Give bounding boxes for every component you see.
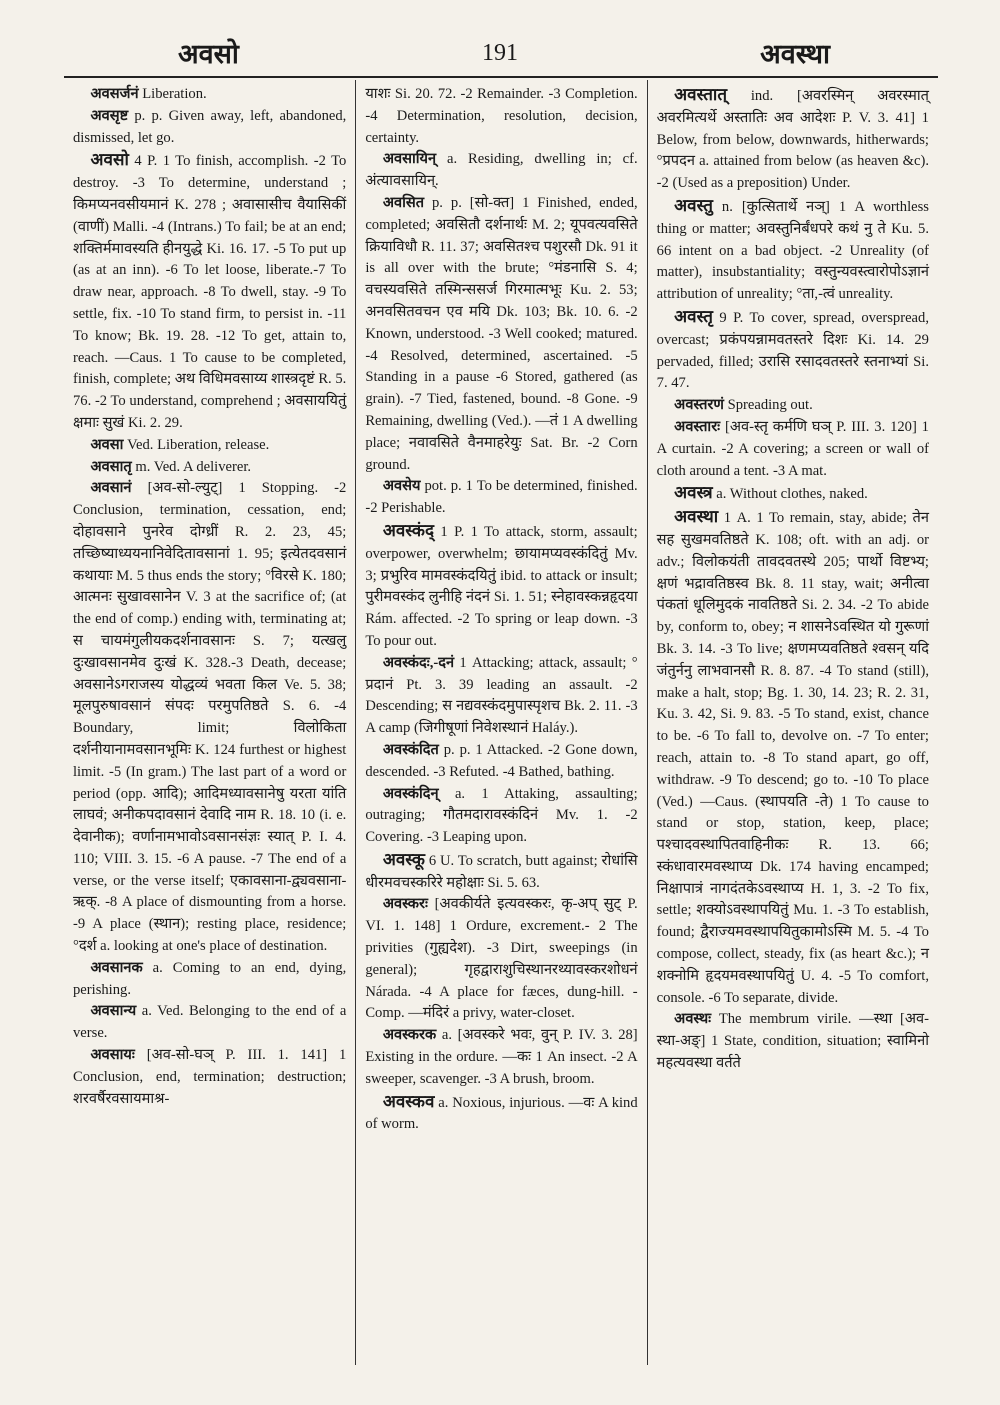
dictionary-entry: अवस्त्र a. Without clothes, naked.: [674, 483, 868, 503]
entry-headword: अवस्त्र: [674, 483, 713, 503]
dictionary-entry: अवस्कव a. Noxious, injurious. —वः A kind of worm.: [365, 1091, 638, 1133]
entry-continuation: याशः Si. 20. 72. -2 Remainder. -3 Completion. -4 Determination, resolution, decision, certainty.: [365, 86, 638, 146]
entry-headword: अवसा: [90, 436, 124, 453]
dictionary-entry: अवस्तारः [अव-स्तृ कर्मणि घञ् P. III. 3. 120] 1 A curtain. -2 A covering; a screen or wall of cloth around a tent. -3 A mat.: [656, 418, 929, 479]
entry-headword: अवसान्य: [90, 1003, 137, 1020]
entry-headword: अवस्कंदः,-दनं: [382, 654, 455, 671]
dictionary-entry: अवसातृ m. Ved. A deliverer.: [90, 458, 252, 475]
entry-headword: अवसो: [90, 150, 129, 170]
entry-headword: अवसित: [382, 194, 425, 211]
dictionary-entry: अवसित p. p. [सो-क्त] 1 Finished, ended, completed; अवसितौ दर्शनार्थः M. 2; यूपवत्यवसिते क्रियाविधौ R. 11. 37; अवसितश्च पशुरसौ Dk. 91 it is all over with the brute; °मंडनासि S. 4; वचस्यवसिते तस्मिन्ससर्ज गिरमात्मभूः Ku. 2. 53; अनवसितवचन एव मयि Dk. 103; Bk. 10. 6. -2 Known, understood. -3 Well cooked; matured. -4 Resolved, determined, ascertained. -5 Standing in a pause -6 Stored, gathered (as grain). -7 Tied, fastened, bound. -8 Gone. -9 Remaining, dwelling (Ved.). —तं 1 A dwelling place; नवावसिते वैनमाहरेयुः Sat. Br. -2 Corn ground.: [365, 194, 638, 473]
dictionary-entry: अवस्तरणं Spreading out.: [674, 397, 813, 414]
column-1: [64, 80, 355, 1365]
dictionary-entry: अवस्तात् ind. [अवरस्मिन् अवरस्मात् अवरमित्यर्थे अस्तातिः अव आदेशः P. V. 3. 41] 1 Below, from below, downwards, hitherwards; °प्रपदन a. attained from below (as heaven &c). -2 (Used as a preposition) Under.: [656, 85, 929, 192]
entry-headword: अवसायिन्: [382, 151, 437, 168]
dictionary-entry: अवस्कंदः,-दनं 1 Attacking; attack, assault; ° प्रदानं Pt. 3. 39 leading an assault. -2 Descending; स नद्यवस्कंदमुपास्पृशच Bk. 2. 11. -3 A camp (जिगीषूणां निवेशस्थानं Haláy.).: [365, 654, 638, 737]
entry-headword: अवसायः: [90, 1047, 135, 1064]
entry-headword: अवस्तृ: [674, 306, 713, 326]
entry-headword: अवस्तरणं: [674, 397, 724, 414]
entry-headword: अवसातृ: [90, 458, 132, 475]
dictionary-entry: अवसो 4 P. 1 To finish, accomplish. -2 To destroy. -3 To determine, understand ; किमप्यनवसीयमानं K. 278 ; अवासासीच वैयासिकीं (वाणीं) Malli. -4 (Intrans.) To fail; be at an end; शक्तिर्ममावस्यति हीनयुद्धे Ki. 16. 17. -5 To put up (as at an inn). -6 To let loose, liberate.-7 To draw near, approach. -8 To dwell, stay. -9 To settle, fix. -10 To stand firm, to persist in. -11 To know; Bk. 19. 28. -12 To get, attain to, reach. —Caus. 1 To cause to be completed, finish, complete; अथ विधिमवसाय्य शास्त्रदृष्टं R. 5. 76. -2 To understand, comprehend ; अवसाययितुं क्षमाः सुखं Ki. 2. 29.: [73, 150, 347, 431]
dictionary-entry: अवस्कंदिन् a. 1 Attaking, assaulting; outraging; गौतमदारावस्कंदिनं Mv. 1. -2 Covering. -3 Leaping upon.: [365, 785, 638, 846]
entry-headword: अवस्कंद्: [382, 520, 434, 540]
left-running-headword: अवसो: [178, 39, 239, 69]
dictionary-entry: अवस्करक a. [अवस्करे भवः, वुन् P. IV. 3. 28] Existing in the ordure. —कः 1 An insect. -2 A sweeper, scavenger. -3 A brush, broom.: [365, 1027, 638, 1087]
dictionary-entry: अवसानक a. Coming to an end, dying, perishing.: [73, 959, 347, 998]
column-2: [355, 80, 646, 1365]
entry-headword: अवस्तारः: [674, 418, 721, 435]
dictionary-entry: अवस्कंदित p. p. 1 Attacked. -2 Gone down, descended. -3 Refuted. -4 Bathed, bathing.: [365, 741, 638, 780]
column-3: [647, 80, 938, 1365]
dictionary-entry: अवसेय pot. p. 1 To be determined, finished. -2 Perishable.: [365, 478, 638, 517]
entry-headword: अवसानं: [90, 480, 132, 497]
dictionary-entry: अवसर्जनं Liberation.: [90, 86, 207, 102]
entry-headword: अवस्था: [674, 507, 719, 527]
entry-headword: अवस्करक: [382, 1027, 437, 1044]
dictionary-entry: अवस्था 1 A. 1 To remain, stay, abide; तेन सह सुखमवतिष्ठते K. 108; oft. with an adj. or adv.; विलोकयंती तावदवतस्थे 205; पार्थो विष्टभ्य; क्षणं भद्रावतिष्ठस्व Bk. 8. 11 stay, wait; अनीत्वा पंकतां धूलिमुदकं नावतिष्ठते Si. 2. 34. -2 To abide by, conform to, obey; न शासनेऽवस्थित यो गुरूणां Bk. 3. 14. -3 To live; क्षणमप्यवतिष्ठते श्वसन् यदि जंतुर्ननु लाभवानसौ R. 8. 87. -4 To stand (still), make a halt, stop; Bg. 1. 30, 14. 23; R. 2. 31, Ku. 3. 42, Si. 9. 83. -5 To stand, exist, chance to be. -6 To fall to, devolve on. -7 To enter; reach, attain to. -8 To stand apart, go off, withdraw. -9 To descend; go to. -10 To place (Ved.) —Caus. (स्थापयति -ते) 1 To cause to stand or stop, station, keep, place; पश्चादवस्थापितवाहिनीकः R. 13. 66; स्कंधावारमवस्थाप्य Dk. 174 having encamped; निक्षापात्रं नागदंतकेऽवस्थाप्य H. 1, 3. -2 To fix, settle; शक्योऽवस्थापयितुं Mu. 1. -3 To establish, found; द्वैराज्यमवस्थापयितुकामोऽस्मि M. 5. -4 To compose, collect, steady, fix (as heart &c.); न शक्नोमि हृदयमवस्थापयितुं U. 4. -5 To comfort, console. -6 To separate, divide.: [656, 507, 929, 1006]
dictionary-entry: अवसा Ved. Liberation, release.: [90, 436, 270, 453]
dictionary-entry: अवस्थः The membrum virile. —स्था [अव-स्था-अङ्] 1 State, condition, situation; स्वामिनो महत्यवस्था वर्तते: [656, 1011, 929, 1072]
entry-headword: अवसेय: [382, 478, 421, 495]
dictionary-entry: अवस्तृ 9 P. To cover, spread, overspread, overcast; प्रकंपयन्नामवतस्तरे दिशः Ki. 14. 29 pervaded, filled; उरासि रसादवतस्तरे स्तनाभ्यां Si. 7. 47.: [656, 306, 929, 392]
dictionary-entry: अवसायिन् a. Residing, dwelling in; cf. अंत्यावसायिन्.: [365, 151, 638, 190]
dictionary-entry: अवसायः [अव-सो-घञ् P. III. 1. 141] 1 Conclusion, end, termination; destruction; शरवर्षैरवसायमाश्र-: [73, 1047, 347, 1107]
entry-headword: अवस्थः: [674, 1011, 712, 1028]
dictionary-entry: अवस्कू 6 U. To scratch, butt against; रोधांसि धीरमवचस्करिरे महोक्षाः Si. 5. 63.: [365, 849, 638, 891]
entry-headword: अवस्तात्: [674, 85, 728, 104]
entry-headword: अवस्तु: [674, 195, 713, 215]
entry-headword: अवसर्जनं: [90, 86, 139, 102]
dictionary-entry: अवस्कंद् 1 P. 1 To attack, storm, assault; overpower, overwhelm; छायामप्यवस्कंदितुं Mv. 3; प्रभुरिव मामवस्कंदयितुं ibid. to attack or insult; पुरीमवस्कंद लुनीहि नंदनं Si. 1. 51; स्नेहावस्कन्नहृदया Rám. affected. -2 To spring or leap down. -3 To pour out.: [365, 520, 638, 649]
entry-headword: अवस्कू: [382, 849, 425, 869]
entry-headword: अवस्कव: [382, 1091, 435, 1111]
entry-headword: अवस्कंदिन्: [382, 785, 439, 802]
columns: [64, 80, 938, 1365]
dictionary-entry: अवसान्य a. Ved. Belonging to the end of a verse.: [73, 1003, 347, 1042]
dictionary-entry: अवसृष्ट p. p. Given away, left, abandoned, dismissed, let go.: [73, 107, 347, 146]
dictionary-entry: अवसानं [अव-सो-ल्युट्] 1 Stopping. -2 Conclusion, termination, cessation, end; दोहावसाने पुनरेव दोग्ध्रीं R. 2. 23, 45; तच्छिष्याध्ययनानिवेदितावसानां 1. 95; इत्येतदवसानं कथायाः M. 5 thus ends the story; °विरसे K. 180; आत्मनः सुखावसानेन V. 3 at the sacrifice of; (at the end of comp.) ending with, terminating at; स चायमंगुलीयकदर्शनावसानः S. 7; यत्खलु दुःखावसानमेव दुःखं K. 328.-3 Death, decease; अवसानेऽगराजस्य योद्धव्यं भवता किल Ve. 5. 38; मूलपुरुषावसानं संपदः परमुपतिष्ठते S. 6. -4 Boundary, limit; विलोकिता दर्शनीयानामवसानभूमिः K. 124 furthest or highest limit. -5 (In gram.) The last part of a word or period (opp. आदि); आदिमध्यावसानेषु यरता यांति लाघवं; अनीकपदावसानं देवादि नाम R. 18. 10 (i. e. देवानीक); वर्णानामभावोऽवसानसंज्ञः स्यात् P. I. 4. 110; VIII. 3. 15. -6 A pause. -7 The end of a verse, or the verse itself; एकावसाना-द्व्यवसाना-ऋक्. -8 A place of dismounting from a horse. -9 A place (स्थान); resting place, residence; °दर्श a. looking at one's place of destination.: [73, 480, 347, 955]
dictionary-entry: अवस्करः [अवकीर्यते इत्यवस्करः, कृ-अप् सुट् P. VI. 1. 148] 1 Ordure, excrement.- 2 The privities (गुह्यदेश). -3 Dirt, sweepings (in general); गृहद्वाराशुचिस्थानरथ्यावस्करशोधनं Nárada. -4 A place for fæces, dung-hill. -Comp. —मंदिरं a privy, water-closet.: [365, 896, 638, 1022]
right-running-headword: अवस्था: [760, 39, 830, 69]
dictionary-entry: अवस्तु n. [कुत्सितार्थे नञ्] 1 A worthless thing or matter; अवस्तुनिर्बंधपरे कथं नु ते Ku. 5. 66 intent on a bad object. -2 Unreality (of matter), insubstantiality; वस्तुन्यवस्त्वारोपोऽज्ञानं attribution of unreality; °ता,-त्वं unreality.: [656, 195, 929, 303]
entry-headword: अवस्करः: [382, 896, 428, 913]
entry-headword: अवसानक: [90, 959, 143, 976]
entry-headword: अवसृष्ट: [90, 107, 129, 124]
entry-headword: अवस्कंदित: [382, 741, 439, 758]
page-number: 191: [482, 40, 518, 66]
header-rule: [64, 76, 938, 78]
